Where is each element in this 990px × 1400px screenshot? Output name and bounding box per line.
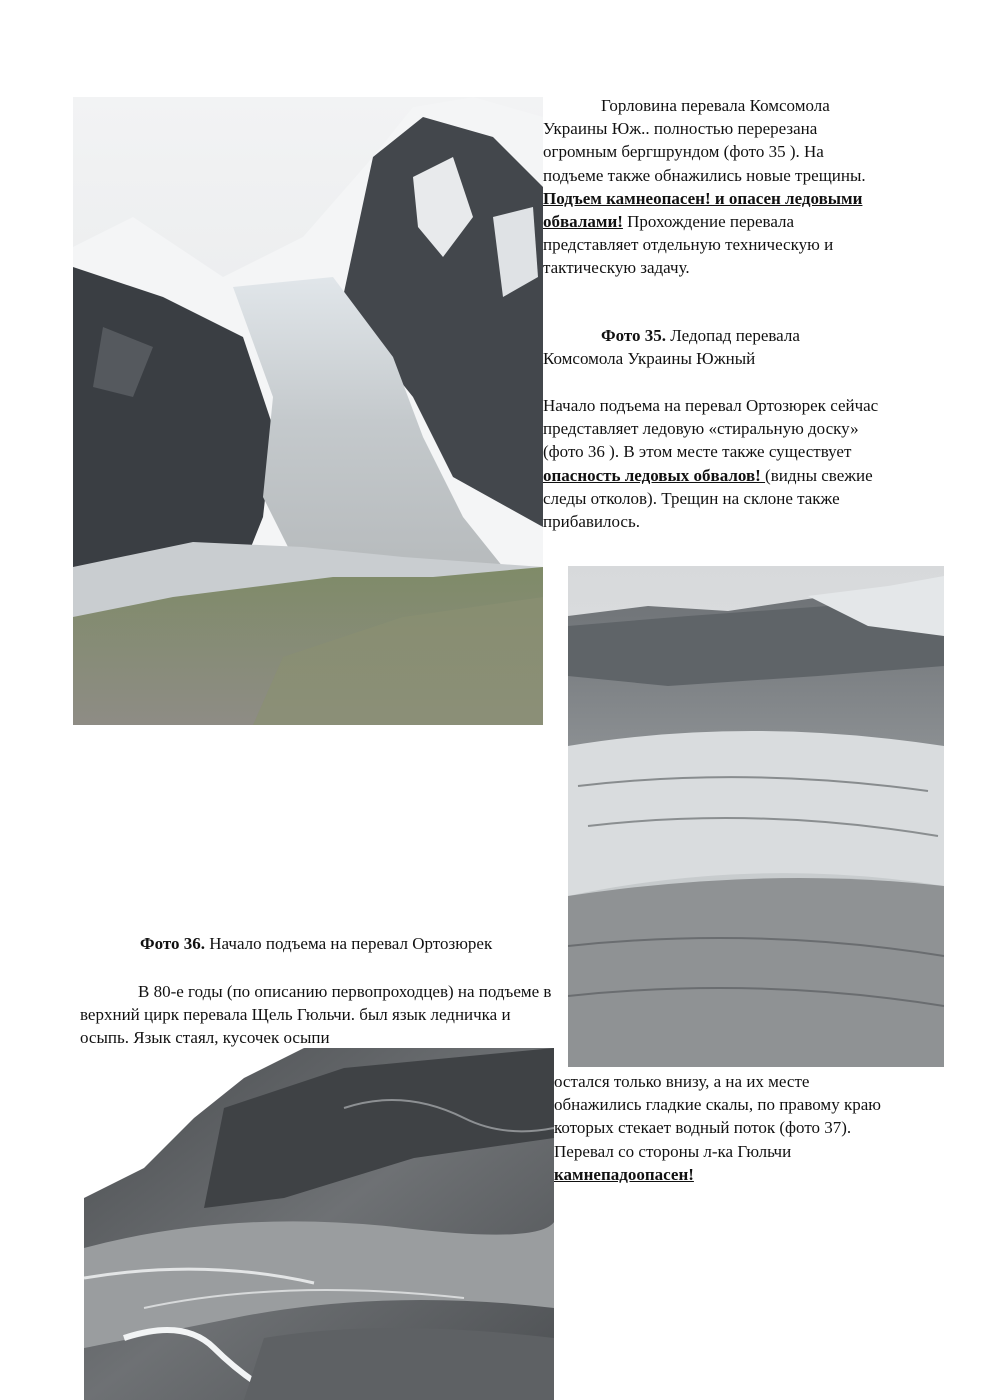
paragraph-ortozyurek-pass [543,394,900,533]
paragraph-text: остался только внизу, а на их месте обнажились гладкие скалы, по правому краю которых стекает водный поток (фото 37). Перевал со стороны л-ка Гюльчи [554,1072,881,1161]
caption-label: Фото 36. [140,934,206,953]
paragraph-text: Начало подъема на перевал Ортозюрек сейчас представляет ледовую «стиральную доску» (фото 36 ). В этом месте также существует [543,396,879,462]
photo-35-icefall [73,97,543,725]
paragraph-text-after: Прохождение перевала представляет отдельную техническую и тактическую задачу. [543,212,834,278]
caption-label: Фото 35. [601,326,667,345]
paragraph-text: Горловина перевала Комсомола Украины Юж.. полностью перерезана огромным бергшрундом (фото 35 ). На подъеме также обнажились новые трещины. [543,96,866,185]
warning-rockfall-icefall: Подъем камнеопасен! и опасен ледовыми обвалами! [543,188,863,232]
caption-photo-35 [543,324,873,370]
paragraph-text-after: (видны свежие следы отколов). Трещин на склоне также прибавилось. [543,465,873,532]
paragraph-komsomol-pass [543,94,888,280]
paragraph-text: В 80-е годы (по описанию первопроходцев) на подъеме в верхний цирк перевала Щель Гюльчи. был язык ледничка и осыпь. Язык стаял, кусочек осыпи [80,982,552,1048]
caption-photo-36 [140,932,570,955]
caption-text: Ледопад перевала Комсомола Украины Южный [543,326,800,369]
photo-36-ice-slope [568,566,944,1067]
photo-37-smooth-rocks [84,1048,554,1400]
caption-text: Начало подъема на перевал Ортозюрек [205,934,493,953]
warning-rockfall: камнепадоопасен! [554,1164,694,1184]
paragraph-gyulchi-pass-top [80,980,560,1050]
paragraph-gyulchi-pass-bottom [554,1070,899,1186]
warning-icefall: опасность ледовых обвалов! [543,465,766,485]
